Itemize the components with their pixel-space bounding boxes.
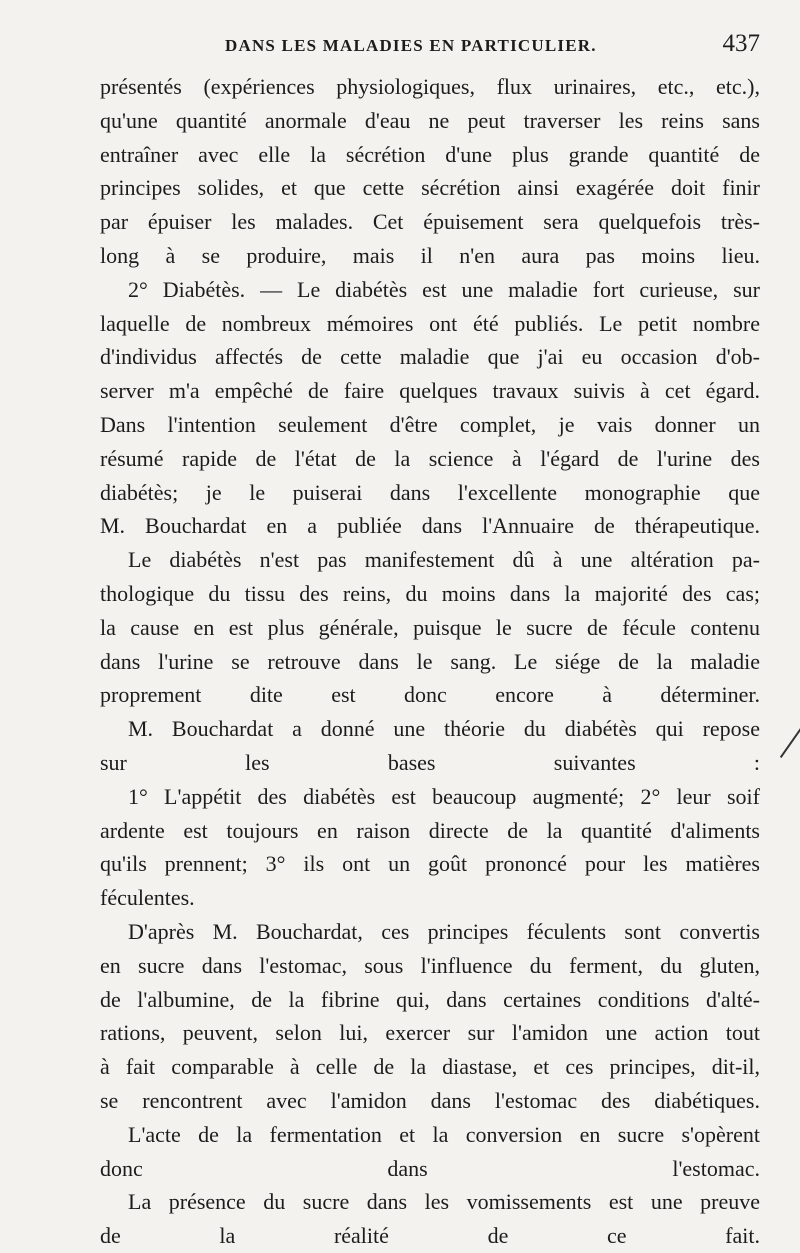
text-line: se rencontrent avec l'amidon dans l'estomac des diabétiques. (100, 1087, 760, 1113)
text-line: M. Bouchardat en a publiée dans l'Annuaire de thérapeutique. (100, 513, 760, 539)
text-line: M. Bouchardat a donné une théorie du diabétès qui repose (128, 716, 760, 742)
paragraph (100, 712, 760, 780)
text-line: Le diabétès n'est pas manifestement dû à une altération pa- (128, 547, 760, 573)
text-line: server m'a empêché de faire quelques travaux suivis à cet égard. (100, 378, 760, 404)
text-line: Dans l'intention seulement d'être complet, je vais donner un (100, 411, 760, 437)
text-line: 2° Diabétès. — Le diabétès est une maladie fort curieuse, sur (128, 276, 760, 302)
paragraph (100, 780, 760, 915)
page-number: 437 (722, 30, 760, 57)
text-line: rations, peuvent, selon lui, exercer sur l'amidon une action tout (100, 1020, 760, 1046)
text-line: qu'ils prennent; 3° ils ont un goût prononcé pour les matières (100, 851, 760, 877)
text-line: qu'une quantité anormale d'eau ne peut traverser les reins sans (100, 107, 760, 133)
paragraph (100, 70, 760, 273)
text-line: d'individus affectés de cette maladie que j'ai eu occasion d'ob- (100, 344, 760, 370)
text-line: présentés (expériences physiologiques, flux urinaires, etc., etc.), (100, 74, 760, 99)
paragraph (100, 915, 760, 1118)
text-line: dans l'urine se retrouve dans le sang. Le siége de la maladie (100, 648, 760, 674)
text-line: à fait comparable à celle de la diastase, et ces principes, dit-il, (100, 1054, 760, 1080)
page-body (100, 70, 760, 1253)
text-line: de l'albumine, de la fibrine qui, dans certaines conditions d'alté- (100, 986, 760, 1012)
text-line: ardente est toujours en raison directe de la quantité d'aliments (100, 817, 760, 843)
text-line: 1° L'appétit des diabétès est beaucoup augmenté; 2° leur soif (128, 783, 760, 809)
text-line: L'acte de la fermentation et la conversion en sucre s'opèrent (128, 1121, 760, 1147)
paragraph (100, 273, 760, 543)
text-line: laquelle de nombreux mémoires ont été publiés. Le petit nombre (100, 310, 760, 336)
text-line: sur les bases suivantes : (100, 749, 760, 775)
text-line: la cause en est plus générale, puisque le sucre de fécule contenu (100, 614, 760, 640)
text-line: D'après M. Bouchardat, ces principes féculents sont convertis (128, 918, 760, 944)
text-line: féculentes. (100, 885, 195, 911)
text-line: entraîner avec elle la sécrétion d'une plus grande quantité de (100, 141, 760, 167)
page-header (100, 30, 760, 66)
paragraph (100, 1118, 760, 1186)
text-line: La présence du sucre dans les vomissements est une preuve (128, 1189, 760, 1215)
paragraph (100, 1185, 760, 1253)
text-line: proprement dite est donc encore à déterminer. (100, 682, 760, 708)
running-title: DANS LES MALADIES EN PARTICULIER. (225, 36, 597, 55)
text-line: principes solides, et que cette sécrétion ainsi exagérée doit finir (100, 175, 760, 201)
text-line: par épuiser les malades. Cet épuisement sera quelquefois très- (100, 209, 760, 235)
text-line: résumé rapide de l'état de la science à l'égard de l'urine des (100, 445, 760, 471)
text-line: donc dans l'estomac. (100, 1155, 760, 1181)
text-line: diabétès; je le puiserai dans l'excellente monographie que (100, 479, 760, 505)
margin-pen-mark (780, 716, 800, 758)
text-line: de la réalité de ce fait. (100, 1223, 760, 1249)
text-line: en sucre dans l'estomac, sous l'influence du ferment, du gluten, (100, 952, 760, 978)
text-line: thologique du tissu des reins, du moins dans la majorité des cas; (100, 580, 760, 606)
text-line: long à se produire, mais il n'en aura pas moins lieu. (100, 242, 760, 268)
paragraph (100, 543, 760, 712)
